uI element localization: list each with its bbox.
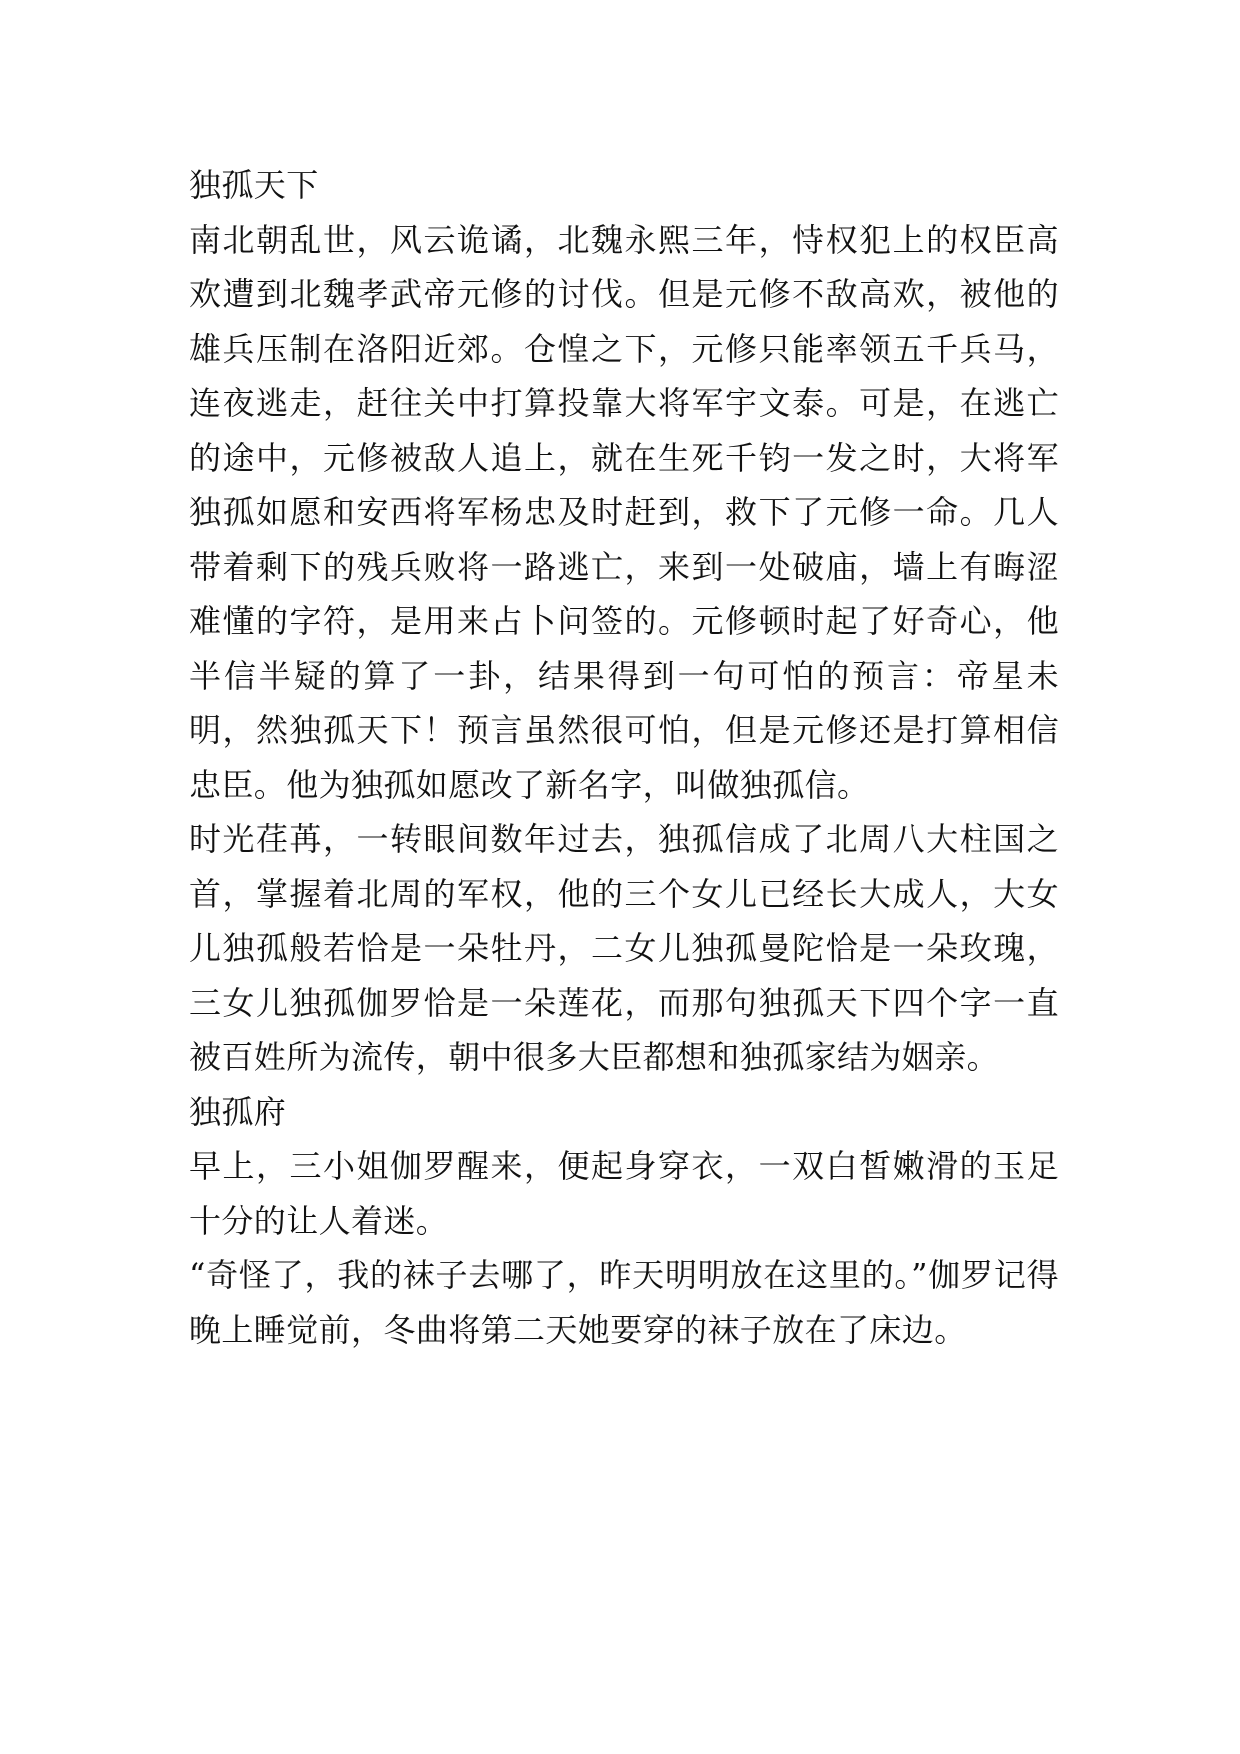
section-heading: 独孤府 xyxy=(189,1092,287,1131)
paragraph-3: 早上，三小姐伽罗醒来，便起身穿衣，一双白皙嫩滑的玉足十分的让人着迷。 xyxy=(189,1147,1059,1240)
paragraph-4: “奇怪了，我的袜子去哪了，昨天明明放在这里的。”伽罗记得晚上睡觉前，冬曲将第二天她要穿的袜子放在了床边。 xyxy=(189,1256,1059,1349)
document-body xyxy=(189,158,1059,1357)
paragraph-2: 时光荏苒，一转眼间数年过去，独孤信成了北周八大柱国之首，掌握着北周的军权，他的三个女儿已经长大成人，大女儿独孤般若恰是一朵牡丹，二女儿独孤曼陀恰是一朵玫瑰，三女儿独孤伽罗恰是一朵莲花，而那句独孤天下四个字一直被百姓所为流传，朝中很多大臣都想和独孤家结为姻亲。 xyxy=(189,820,1059,1076)
document-title: 独孤天下 xyxy=(189,166,319,204)
paragraph-1: 南北朝乱世，风云诡谲，北魏永熙三年，恃权犯上的权臣高欢遭到北魏孝武帝元修的讨伐。但是元修不敌高欢，被他的雄兵压制在洛阳近郊。仓惶之下，元修只能率领五千兵马，连夜逃走，赶往关中打算投靠大将军宇文泰。可是，在逃亡的途中，元修被敌人追上，就在生死千钧一发之时，大将军独孤如愿和安西将军杨忠及时赶到，救下了元修一命。几人带着剩下的残兵败将一路逃亡，来到一处破庙，墙上有晦涩难懂的字符，是用来占卜问签的。元修顿时起了好奇心，他半信半疑的算了一卦，结果得到一句可怕的预言：帝星未明，然独孤天下！预言虽然很可怕，但是元修还是打算相信忠臣。他为独孤如愿改了新名字，叫做独孤信。 xyxy=(189,220,1059,804)
